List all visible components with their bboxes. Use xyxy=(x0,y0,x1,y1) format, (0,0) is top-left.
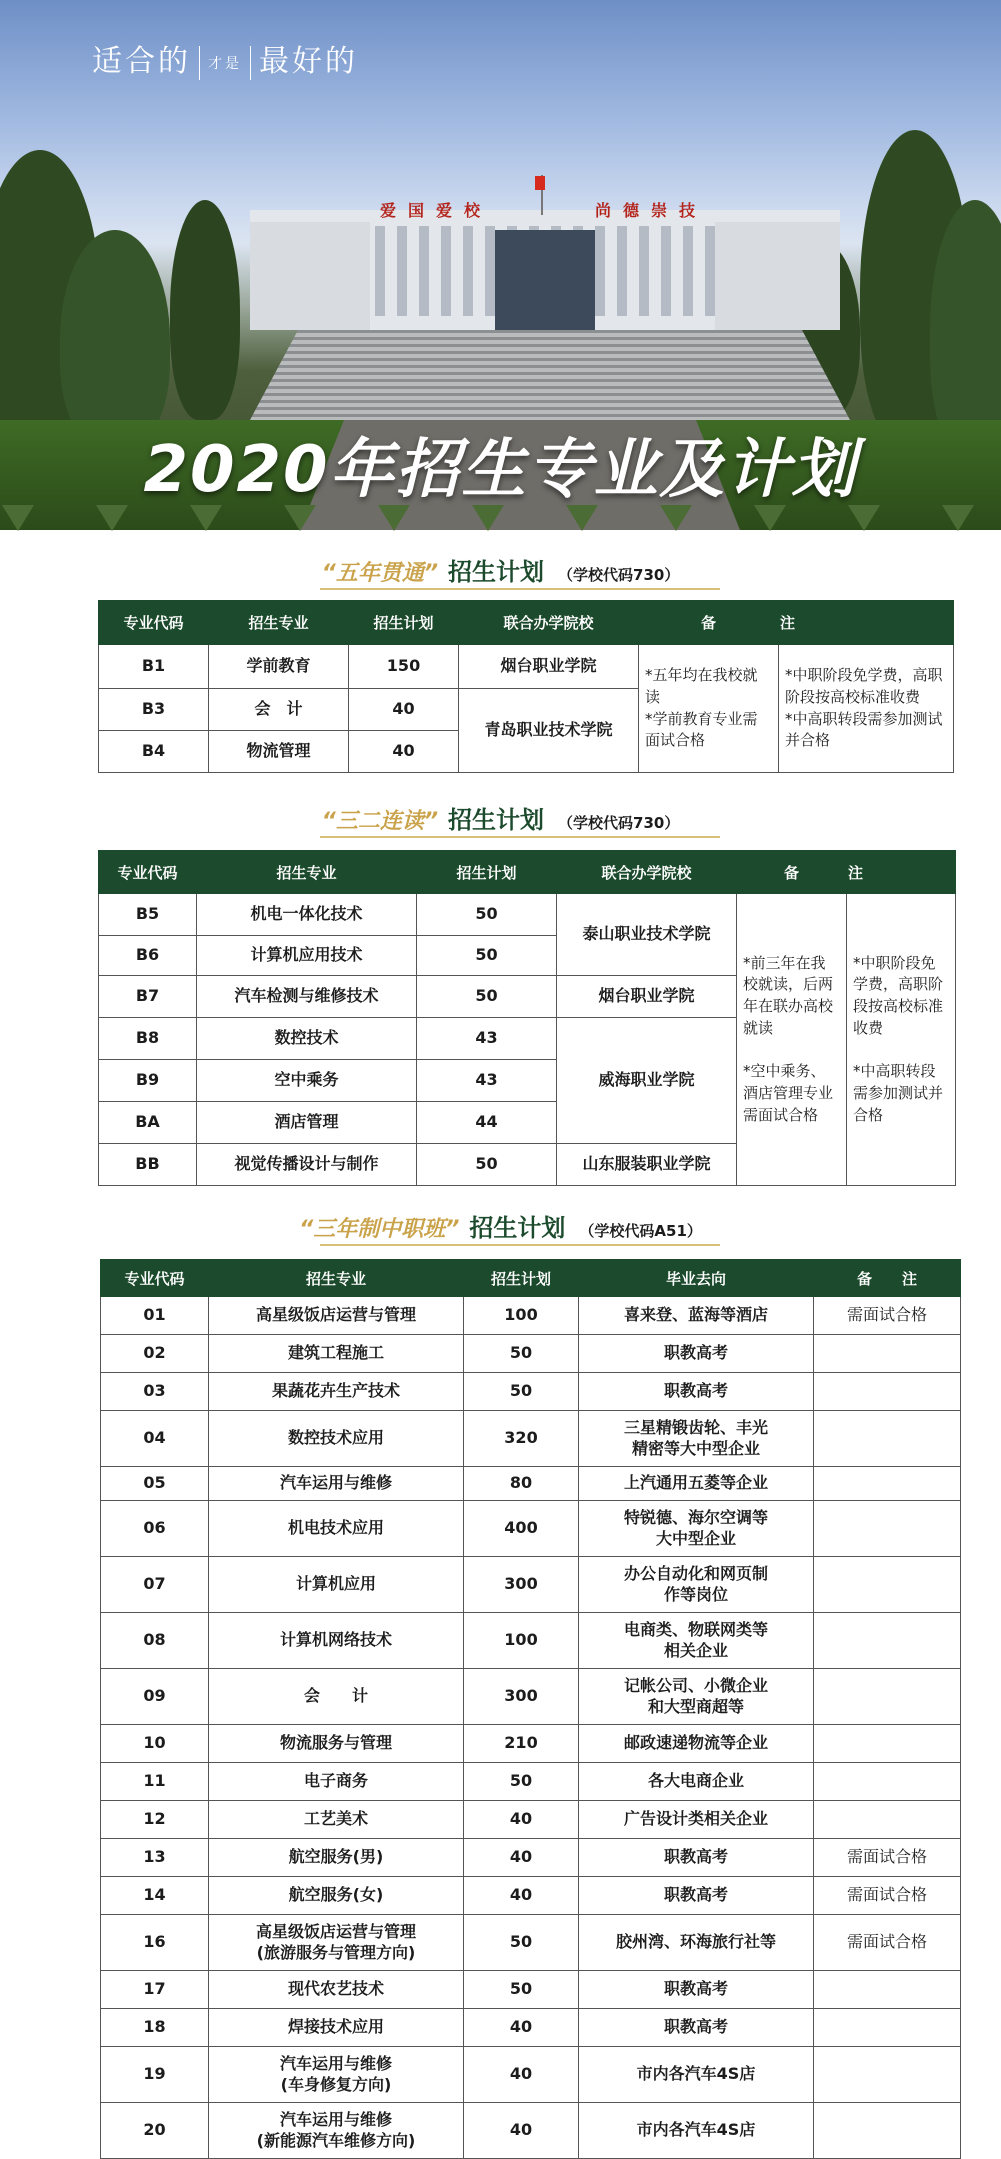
cell-note-1 xyxy=(737,894,847,1186)
cell-major: 机电一体化技术 xyxy=(197,894,417,936)
note-text: *五年均在我校就读 *学前教育专业需面试合格 xyxy=(645,666,758,750)
cell-plan-text: 400 xyxy=(504,1518,538,1538)
cell-plan xyxy=(464,1373,579,1411)
cell-major-text: 高星级饭店运营与管理 (旅游服务与管理方向) xyxy=(255,1921,416,1962)
cell-remark-text: 需面试合格 xyxy=(846,1932,927,1952)
cell-major-text: 计算机应用 xyxy=(295,1574,376,1594)
flag-icon xyxy=(535,176,545,190)
cell-remark xyxy=(814,1763,961,1801)
cell-destination-text: 记帐公司、小微企业 和大型商超等 xyxy=(623,1675,768,1716)
cell-plan-text: 100 xyxy=(504,1630,538,1650)
cell-major-text: 会 计 xyxy=(303,1686,368,1706)
cell-code: B1 xyxy=(99,645,209,689)
cell-destination xyxy=(579,2009,814,2047)
cell-remark-text: 需面试合格 xyxy=(846,1847,927,1867)
table-header-row xyxy=(99,601,954,645)
cell-destination xyxy=(579,1971,814,2009)
table-three-two xyxy=(98,850,956,1186)
cell-destination-text: 胶州湾、环海旅行社等 xyxy=(615,1932,776,1952)
section-code: （学校代码730） xyxy=(558,566,680,584)
cell-destination-text: 广告设计类相关企业 xyxy=(623,1809,768,1829)
cell-major-text: 果蔬花卉生产技术 xyxy=(271,1381,400,1401)
cell-remark xyxy=(814,2103,961,2159)
table-row xyxy=(101,1373,961,1411)
cell-plan-text: 50 xyxy=(509,1771,533,1791)
cell-major-text: 计算机网络技术 xyxy=(279,1630,392,1650)
cell-code xyxy=(101,1501,209,1557)
cell-code xyxy=(101,1373,209,1411)
cell-major xyxy=(209,1763,464,1801)
cell-major xyxy=(209,1411,464,1467)
cell-plan: 150 xyxy=(349,645,459,689)
cell-major xyxy=(209,1373,464,1411)
cell-remark xyxy=(814,1467,961,1501)
table-row xyxy=(101,1335,961,1373)
gate-slogan-left: 爱国爱校 xyxy=(380,201,493,220)
cell-destination-text: 市内各汽车4S店 xyxy=(636,2064,756,2084)
section-green: 招生计划 xyxy=(448,806,545,834)
cell-plan-text: 40 xyxy=(509,2017,533,2037)
cell-plan-text: 210 xyxy=(504,1733,538,1753)
cell-code-text: 08 xyxy=(143,1630,166,1650)
cell-plan-text: 40 xyxy=(509,1847,533,1867)
cell-destination xyxy=(579,1467,814,1501)
triangle-decoration xyxy=(0,505,1001,533)
cell-code-text: 11 xyxy=(143,1771,166,1791)
cell-remark xyxy=(814,1669,961,1725)
cell-code xyxy=(101,1763,209,1801)
cell-major xyxy=(209,1839,464,1877)
cell-remark xyxy=(814,1801,961,1839)
cell-destination xyxy=(579,1801,814,1839)
cell-code: B5 xyxy=(99,894,197,936)
section-code: （学校代码730） xyxy=(558,814,680,832)
table-row xyxy=(101,1839,961,1877)
cell-remark xyxy=(814,1557,961,1613)
cell-major xyxy=(209,1297,464,1335)
cell-destination-text: 上汽通用五菱等企业 xyxy=(623,1473,768,1493)
cell-destination xyxy=(579,1839,814,1877)
cell-remark xyxy=(814,1501,961,1557)
cell-plan-text: 40 xyxy=(509,1885,533,1905)
cell-destination-text: 特锐德、海尔空调等 大中型企业 xyxy=(623,1507,768,1548)
cell-major-text: 航空服务(男) xyxy=(288,1847,384,1867)
cell-destination xyxy=(579,1501,814,1557)
cell-code xyxy=(101,1669,209,1725)
header-school: 联合办学院校 xyxy=(459,601,639,645)
header-remark-b: 注 xyxy=(779,601,954,645)
cell-plan-text: 40 xyxy=(509,2120,533,2140)
table-row xyxy=(101,1669,961,1725)
header-remark-a: 备 xyxy=(639,601,779,645)
cell-major xyxy=(209,2047,464,2103)
cell-code-text: 19 xyxy=(143,2064,166,2084)
cell-plan-text: 50 xyxy=(509,1381,533,1401)
cell-code: BB xyxy=(99,1144,197,1186)
cell-code xyxy=(101,1725,209,1763)
cell-code xyxy=(101,1915,209,1971)
table-row xyxy=(99,645,954,689)
cell-plan-text: 320 xyxy=(504,1428,538,1448)
cell-code: B7 xyxy=(99,976,197,1018)
cell-code-text: 07 xyxy=(143,1574,166,1594)
cell-code xyxy=(101,1839,209,1877)
cell-destination xyxy=(579,1411,814,1467)
cell-remark-text: 需面试合格 xyxy=(846,1885,927,1905)
cell-code xyxy=(101,1877,209,1915)
building-wing xyxy=(250,222,370,330)
table-row xyxy=(101,1971,961,2009)
cell-school: 烟台职业学院 xyxy=(557,976,737,1018)
cell-plan xyxy=(464,1915,579,1971)
header-plan: 招生计划 xyxy=(349,601,459,645)
cell-plan xyxy=(464,1411,579,1467)
cell-remark xyxy=(814,1335,961,1373)
header-plan: 招生计划 xyxy=(417,851,557,894)
cell-major xyxy=(209,1669,464,1725)
header-code: 专业代码 xyxy=(101,1260,209,1297)
cell-code-text: 14 xyxy=(143,1885,166,1905)
cell-code-text: 05 xyxy=(143,1473,166,1493)
table-row xyxy=(101,2047,961,2103)
cell-plan-text: 300 xyxy=(504,1574,538,1594)
cell-plan xyxy=(464,1297,579,1335)
cell-code-text: 01 xyxy=(143,1305,166,1325)
cell-plan: 40 xyxy=(349,689,459,731)
cell-code xyxy=(101,2009,209,2047)
cell-destination-text: 邮政速递物流等企业 xyxy=(623,1733,768,1753)
cell-remark xyxy=(814,1877,961,1915)
cell-destination-text: 职教高考 xyxy=(663,1381,728,1401)
cell-remark xyxy=(814,2047,961,2103)
cell-plan-text: 100 xyxy=(504,1305,538,1325)
cell-major-text: 建筑工程施工 xyxy=(287,1343,384,1363)
tree xyxy=(60,230,170,450)
slogan-small: 才是 xyxy=(208,56,242,72)
cell-destination-text: 各大电商企业 xyxy=(647,1771,744,1791)
cell-major xyxy=(209,1501,464,1557)
cell-major: 学前教育 xyxy=(209,645,349,689)
cell-destination xyxy=(579,2103,814,2159)
cell-major xyxy=(209,1467,464,1501)
cell-plan-text: 300 xyxy=(504,1686,538,1706)
table-row xyxy=(101,1411,961,1467)
gate-slogan-right: 尚德崇技 xyxy=(595,201,708,220)
cell-code-text: 17 xyxy=(143,1979,166,1999)
cell-plan: 50 xyxy=(417,894,557,936)
cell-code-text: 10 xyxy=(143,1733,166,1753)
cell-code xyxy=(101,1335,209,1373)
cell-code xyxy=(101,1557,209,1613)
cell-destination-text: 职教高考 xyxy=(663,1885,728,1905)
cell-code-text: 02 xyxy=(143,1343,166,1363)
cell-destination-text: 喜来登、蓝海等酒店 xyxy=(623,1305,768,1325)
note-text: *中职阶段免学费，高职阶段按高校标准收费 *中高职转段需参加测试并合格 xyxy=(785,666,943,750)
cell-remark xyxy=(814,2009,961,2047)
cell-major: 视觉传播设计与制作 xyxy=(197,1144,417,1186)
header-remark-a: 备 xyxy=(737,851,847,894)
header-remark-b: 注 xyxy=(847,851,956,894)
cell-plan xyxy=(464,1557,579,1613)
cell-plan: 50 xyxy=(417,1144,557,1186)
cell-code-text: 12 xyxy=(143,1809,166,1829)
cell-major-text: 数控技术应用 xyxy=(287,1428,384,1448)
cell-destination-text: 职教高考 xyxy=(663,2017,728,2037)
cell-note-2 xyxy=(779,645,954,773)
cell-plan xyxy=(464,1613,579,1669)
cell-major-text: 焊接技术应用 xyxy=(287,2017,384,2037)
cell-destination-text: 办公自动化和网页制 作等岗位 xyxy=(623,1563,768,1604)
table-header-row xyxy=(101,1260,961,1297)
cell-school: 青岛职业技术学院 xyxy=(459,689,639,773)
cell-major xyxy=(209,2009,464,2047)
cell-destination xyxy=(579,1725,814,1763)
cell-destination xyxy=(579,2047,814,2103)
header-major: 招生专业 xyxy=(209,1260,464,1297)
cell-plan xyxy=(464,1877,579,1915)
cell-major: 物流管理 xyxy=(209,731,349,773)
cell-code: B4 xyxy=(99,731,209,773)
cell-major-text: 高星级饭店运营与管理 xyxy=(255,1305,416,1325)
cell-code xyxy=(101,2047,209,2103)
cell-plan-text: 50 xyxy=(509,1979,533,1999)
cell-remark xyxy=(814,1411,961,1467)
cell-plan: 43 xyxy=(417,1060,557,1102)
cell-plan-text: 40 xyxy=(509,2064,533,2084)
building-wing xyxy=(715,222,840,330)
section-quoted: “三年制中职班” xyxy=(299,1217,460,1242)
cell-code-text: 16 xyxy=(143,1932,166,1952)
cell-major-text: 航空服务(女) xyxy=(288,1885,384,1905)
cell-plan xyxy=(464,1467,579,1501)
cell-code: B3 xyxy=(99,689,209,731)
cell-code-text: 20 xyxy=(143,2120,166,2140)
cell-major: 空中乘务 xyxy=(197,1060,417,1102)
cell-remark xyxy=(814,1297,961,1335)
cell-remark xyxy=(814,1915,961,1971)
cell-major xyxy=(209,1557,464,1613)
cell-plan-text: 80 xyxy=(509,1473,533,1493)
cell-plan xyxy=(464,1971,579,2009)
cell-code-text: 04 xyxy=(143,1428,166,1448)
cell-destination-text: 职教高考 xyxy=(663,1979,728,1999)
note-text: *中职阶段免学费，高职阶段按高校标准收费 *中高职转段需参加测试并合格 xyxy=(853,953,944,1124)
table-row xyxy=(101,2103,961,2159)
header-remark: 备 注 xyxy=(814,1260,961,1297)
section-heading-three-year xyxy=(0,1208,1001,1243)
header-code: 专业代码 xyxy=(99,851,197,894)
cell-major-text: 物流服务与管理 xyxy=(279,1733,392,1753)
cell-code: B9 xyxy=(99,1060,197,1102)
cell-major-text: 机电技术应用 xyxy=(287,1518,384,1538)
cell-major-text: 现代农艺技术 xyxy=(287,1979,384,1999)
section-green: 招生计划 xyxy=(469,1214,566,1242)
cell-major xyxy=(209,1335,464,1373)
hero-banner xyxy=(0,0,1001,530)
cell-destination xyxy=(579,1335,814,1373)
cell-major: 汽车检测与维修技术 xyxy=(197,976,417,1018)
cell-destination xyxy=(579,1373,814,1411)
table-row xyxy=(101,1557,961,1613)
cell-remark xyxy=(814,1971,961,2009)
cell-plan xyxy=(464,2047,579,2103)
cell-plan xyxy=(464,2103,579,2159)
cell-remark xyxy=(814,1613,961,1669)
section-heading-five-year xyxy=(0,552,1001,587)
cell-plan xyxy=(464,1839,579,1877)
cell-major xyxy=(209,2103,464,2159)
cell-plan: 43 xyxy=(417,1018,557,1060)
table-row xyxy=(101,1915,961,1971)
cell-remark-text: 需面试合格 xyxy=(846,1305,927,1325)
cell-major xyxy=(209,1877,464,1915)
cell-code-text: 13 xyxy=(143,1847,166,1867)
cell-destination-text: 职教高考 xyxy=(663,1343,728,1363)
cell-plan xyxy=(464,1335,579,1373)
cell-code xyxy=(101,1613,209,1669)
cell-code xyxy=(101,2103,209,2159)
cell-code xyxy=(101,1467,209,1501)
cell-major: 数控技术 xyxy=(197,1018,417,1060)
cell-destination xyxy=(579,1763,814,1801)
note-text: *前三年在我校就读，后两年在联办高校就读 *空中乘务、酒店管理专业需面试合格 xyxy=(743,953,834,1124)
cell-code xyxy=(101,1297,209,1335)
table-row xyxy=(99,894,956,936)
cell-school: 山东服装职业学院 xyxy=(557,1144,737,1186)
table-row xyxy=(101,1877,961,1915)
cell-code-text: 09 xyxy=(143,1686,166,1706)
cell-plan xyxy=(464,2009,579,2047)
cell-plan xyxy=(464,1763,579,1801)
cell-major xyxy=(209,1725,464,1763)
cell-destination-text: 市内各汽车4S店 xyxy=(636,2120,756,2140)
cell-plan xyxy=(464,1669,579,1725)
table-row xyxy=(101,1467,961,1501)
cell-plan xyxy=(464,1501,579,1557)
slogan-part-b: 最好的 xyxy=(259,44,358,79)
section-quoted: “五年贯通” xyxy=(321,561,439,586)
cell-code xyxy=(101,1801,209,1839)
cell-plan-text: 50 xyxy=(509,1932,533,1952)
cell-major-text: 汽车运用与维修 (新能源汽车维修方向) xyxy=(256,2109,416,2150)
header-code: 专业代码 xyxy=(99,601,209,645)
cell-major xyxy=(209,1971,464,2009)
cell-major-text: 电子商务 xyxy=(303,1771,368,1791)
cell-destination xyxy=(579,1669,814,1725)
header-destination: 毕业去向 xyxy=(579,1260,814,1297)
table-three-year xyxy=(100,1259,961,2159)
table-header-row xyxy=(99,851,956,894)
cell-code: B6 xyxy=(99,936,197,976)
section-code: （学校代码A51） xyxy=(579,1222,702,1240)
cell-code xyxy=(101,1411,209,1467)
cell-plan xyxy=(464,1725,579,1763)
table-row xyxy=(101,1725,961,1763)
cell-code-text: 06 xyxy=(143,1518,166,1538)
header-major: 招生专业 xyxy=(197,851,417,894)
cell-major xyxy=(209,1915,464,1971)
cell-school: 威海职业学院 xyxy=(557,1018,737,1144)
section-green: 招生计划 xyxy=(448,558,545,586)
tree xyxy=(170,200,240,420)
cell-destination xyxy=(579,1297,814,1335)
stairs xyxy=(250,330,850,420)
cell-plan-text: 50 xyxy=(509,1343,533,1363)
table-row xyxy=(101,1763,961,1801)
section-heading-three-two xyxy=(0,800,1001,835)
cell-code-text: 03 xyxy=(143,1381,166,1401)
cell-major-text: 汽车运用与维修 (车身修复方向) xyxy=(279,2053,392,2094)
cell-school: 烟台职业学院 xyxy=(459,645,639,689)
cell-destination xyxy=(579,1557,814,1613)
cell-destination-text: 三星精锻齿轮、丰光 精密等大中型企业 xyxy=(623,1417,768,1458)
cell-code: B8 xyxy=(99,1018,197,1060)
cell-major: 会 计 xyxy=(209,689,349,731)
table-row xyxy=(101,1297,961,1335)
cell-plan: 40 xyxy=(349,731,459,773)
table-row xyxy=(101,1501,961,1557)
cell-code: BA xyxy=(99,1102,197,1144)
slogan-part-a: 适合的 xyxy=(92,44,191,79)
cell-note-1 xyxy=(639,645,779,773)
cell-major: 酒店管理 xyxy=(197,1102,417,1144)
cell-remark xyxy=(814,1373,961,1411)
cell-major xyxy=(209,1613,464,1669)
cell-major xyxy=(209,1801,464,1839)
cell-note-2 xyxy=(847,894,956,1186)
header-major: 招生专业 xyxy=(209,601,349,645)
cell-destination xyxy=(579,1877,814,1915)
cell-destination xyxy=(579,1613,814,1669)
cell-plan-text: 40 xyxy=(509,1809,533,1829)
header-school: 联合办学院校 xyxy=(557,851,737,894)
cell-major: 计算机应用技术 xyxy=(197,936,417,976)
cell-destination-text: 职教高考 xyxy=(663,1847,728,1867)
table-row xyxy=(101,1613,961,1669)
cell-school: 泰山职业技术学院 xyxy=(557,894,737,976)
cell-remark xyxy=(814,1839,961,1877)
cell-destination xyxy=(579,1915,814,1971)
header-plan: 招生计划 xyxy=(464,1260,579,1297)
school-slogan xyxy=(92,36,358,80)
cell-plan: 44 xyxy=(417,1102,557,1144)
cell-plan xyxy=(464,1801,579,1839)
cell-major-text: 工艺美术 xyxy=(303,1809,368,1829)
table-five-year xyxy=(98,600,954,773)
cell-code xyxy=(101,1971,209,2009)
table-row xyxy=(101,2009,961,2047)
cell-remark xyxy=(814,1725,961,1763)
cell-code-text: 18 xyxy=(143,2017,166,2037)
page-title: 2020年招生专业及计划 xyxy=(143,433,858,507)
cell-destination-text: 电商类、物联网类等 相关企业 xyxy=(623,1619,768,1660)
cell-major-text: 汽车运用与维修 xyxy=(279,1473,392,1493)
section-quoted: “三二连读” xyxy=(321,809,439,834)
cell-plan: 50 xyxy=(417,976,557,1018)
table-row xyxy=(101,1801,961,1839)
cell-plan: 50 xyxy=(417,936,557,976)
